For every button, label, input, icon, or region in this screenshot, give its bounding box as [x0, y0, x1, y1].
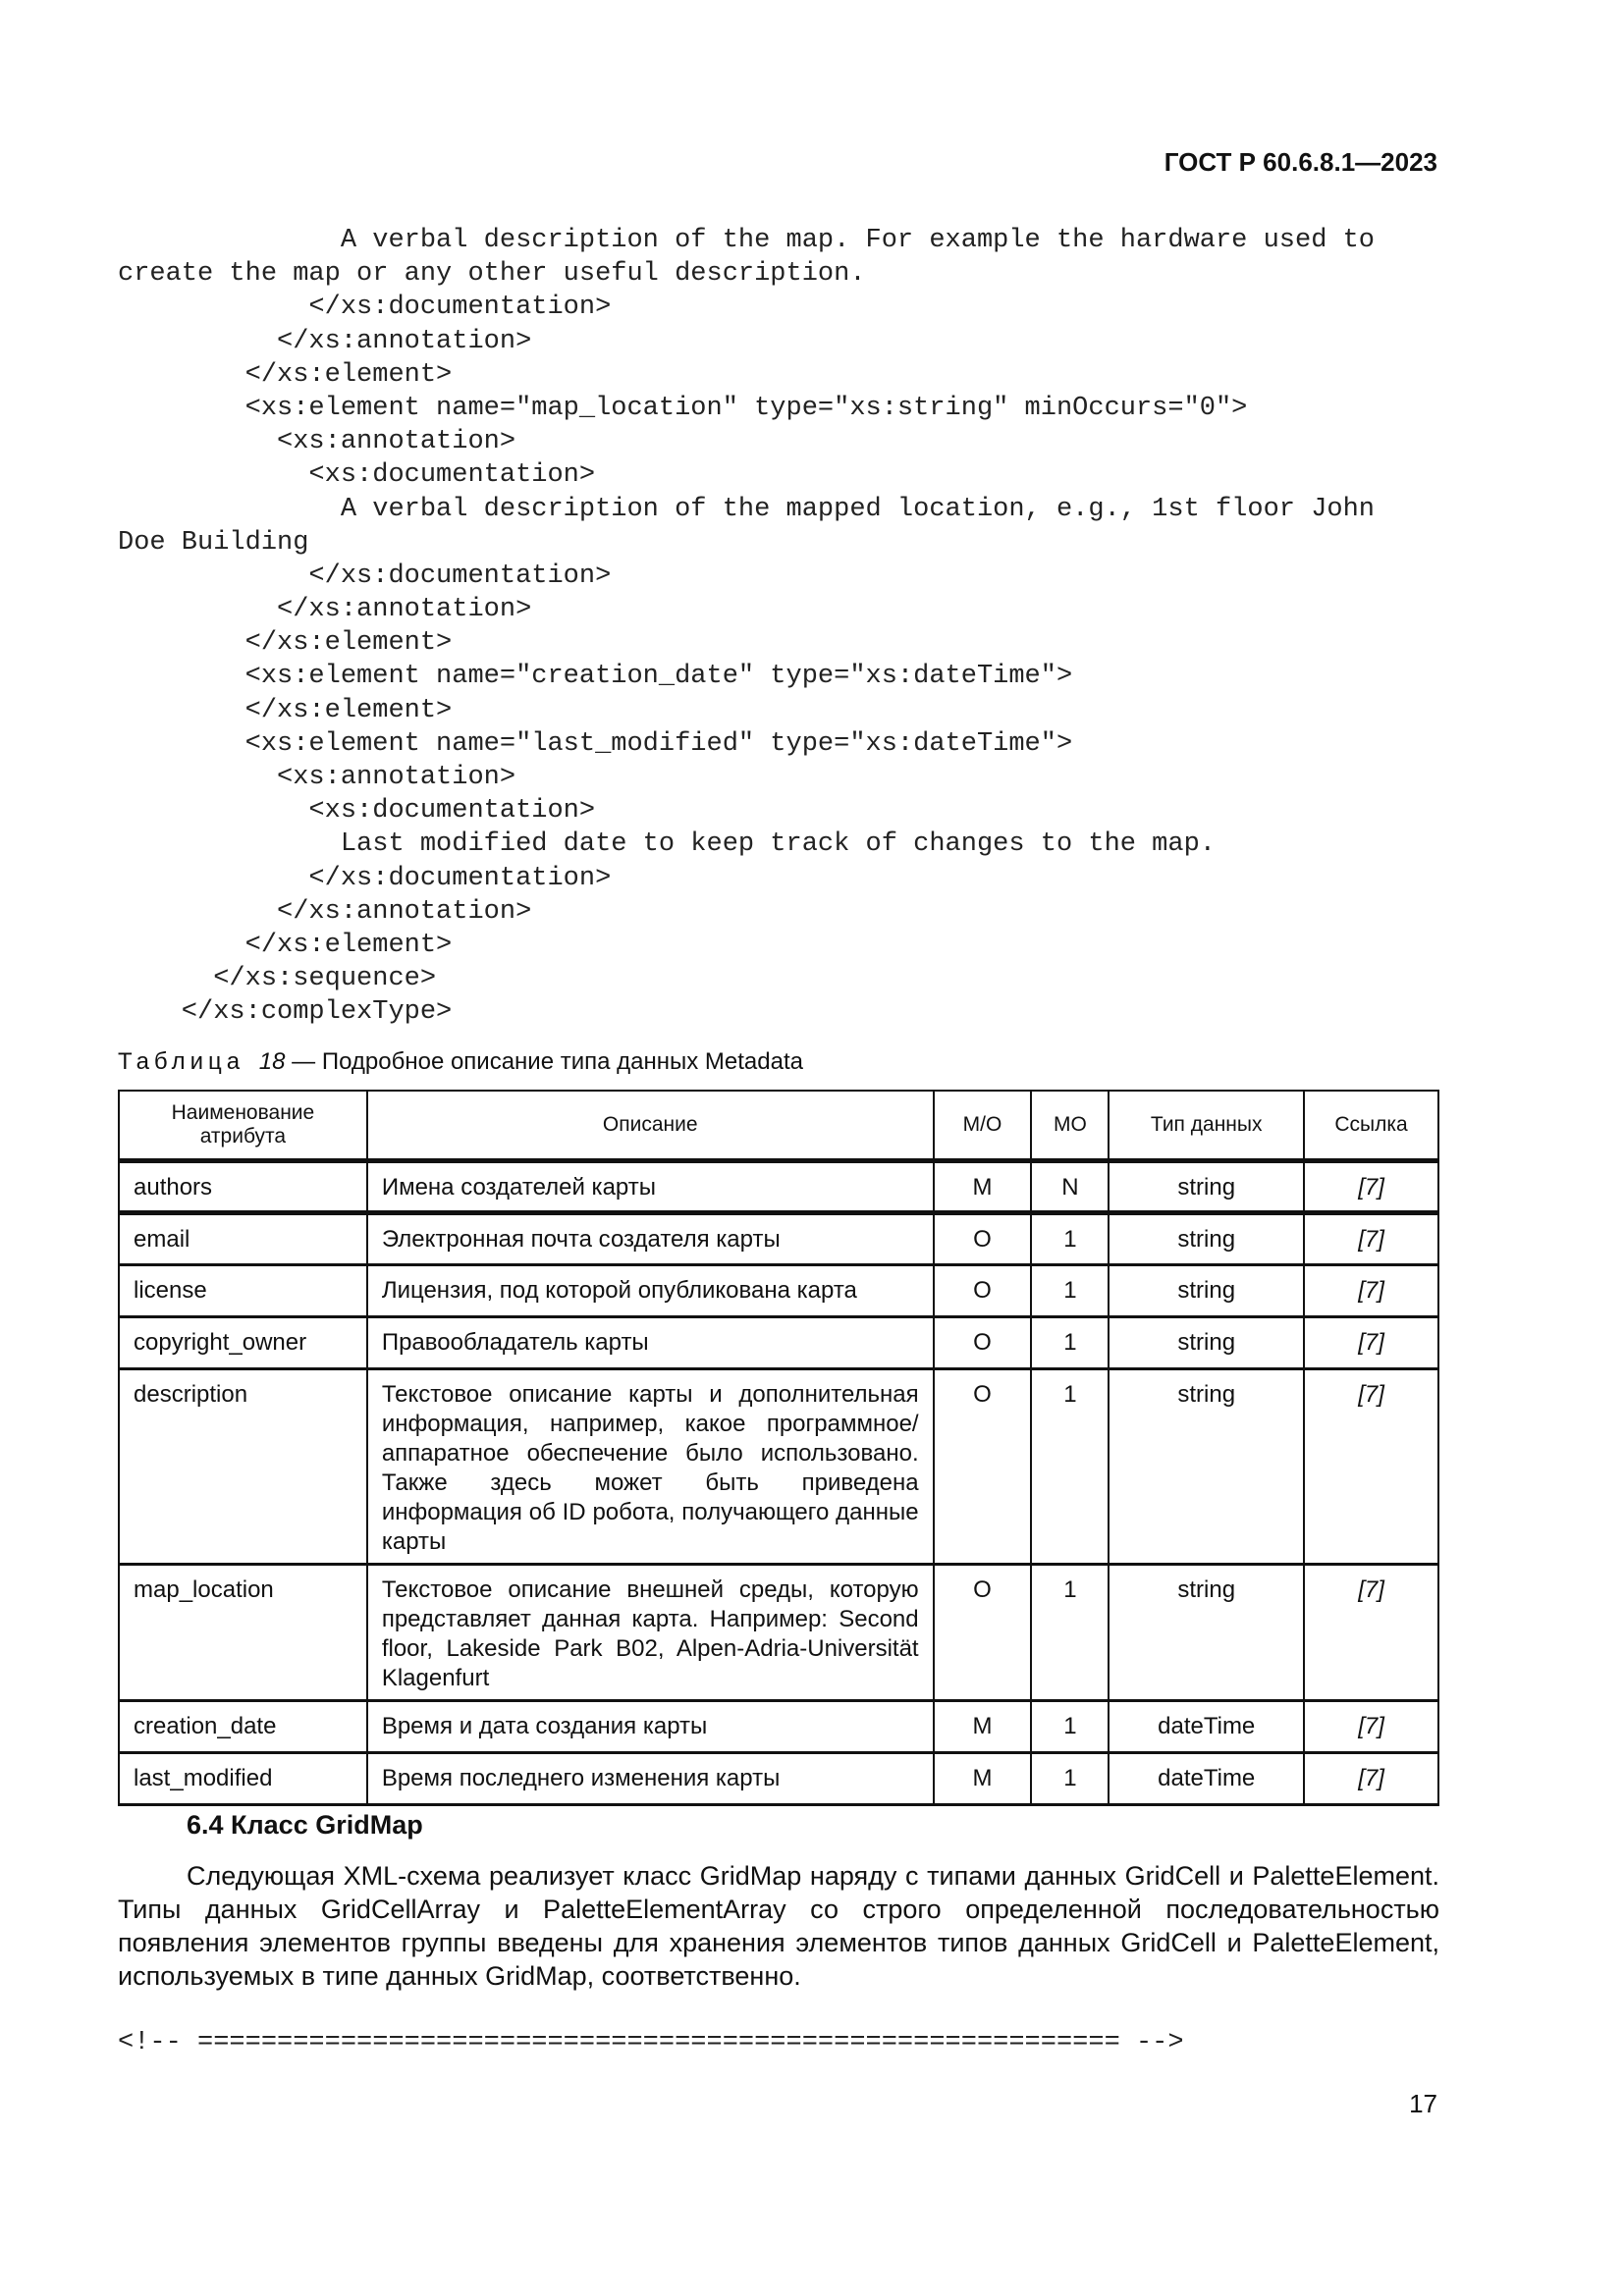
multiplicity-cell: 1	[1031, 1213, 1109, 1265]
code-line: </xs:documentation>	[118, 293, 612, 323]
data-type-cell: dateTime	[1109, 1701, 1304, 1753]
header-multiplicity: МО	[1031, 1091, 1109, 1161]
table-body	[119, 1161, 1438, 1805]
data-type-cell: string	[1109, 1161, 1304, 1213]
attribute-name-cell: last_modified	[119, 1753, 367, 1805]
mo-cell: M	[934, 1753, 1032, 1805]
document-header: ГОСТ Р 60.6.8.1—2023	[1164, 147, 1437, 177]
table-caption-label: Таблица	[118, 1048, 245, 1075]
code-line: </xs:sequence>	[118, 964, 437, 994]
attribute-name-cell: license	[119, 1265, 367, 1317]
mo-cell: M	[934, 1161, 1032, 1213]
data-type-cell: string	[1109, 1369, 1304, 1565]
multiplicity-cell: 1	[1031, 1565, 1109, 1701]
table-row	[119, 1369, 1438, 1565]
description-cell: Время последнего изменения карты	[367, 1753, 934, 1805]
code-line: <xs:documentation>	[118, 460, 596, 491]
mo-cell: O	[934, 1369, 1032, 1565]
data-type-cell: dateTime	[1109, 1753, 1304, 1805]
code-line: </xs:complexType>	[118, 997, 453, 1028]
code-line: <xs:documentation>	[118, 796, 596, 827]
code-line: </xs:element>	[118, 359, 453, 390]
header-description: Описание	[367, 1091, 934, 1161]
code-line: <xs:annotation>	[118, 763, 516, 792]
code-line: </xs:element>	[118, 695, 453, 725]
code-line: </xs:annotation>	[118, 595, 532, 625]
table-row	[119, 1565, 1438, 1701]
mo-cell: O	[934, 1213, 1032, 1265]
metadata-table	[118, 1090, 1439, 1806]
code-line: Doe Building	[118, 527, 309, 558]
description-cell: Лицензия, под которой опубликована карта	[367, 1265, 934, 1317]
mo-cell: O	[934, 1565, 1032, 1701]
code-line: </xs:documentation>	[118, 863, 612, 893]
reference-cell: [7]	[1304, 1213, 1438, 1265]
data-type-cell: string	[1109, 1565, 1304, 1701]
code-line: </xs:documentation>	[118, 561, 612, 591]
code-line: Last modified date to keep track of changes to the map.	[118, 829, 1216, 860]
description-cell: Текстовое описание карты и дополнительная информация, например, какое программное/аппаратное обеспечение было использовано. Также здесь может быть приведена информация об ID робота, получающего данные карты	[367, 1369, 934, 1565]
header-reference: Ссылка	[1304, 1091, 1438, 1161]
header-mo: М/О	[934, 1091, 1032, 1161]
section-paragraph: Следующая XML-схема реализует класс GridMap наряду с типами данных GridCell и PaletteElement. Типы данных GridCellArray и PaletteElementArray со строго определенной последовательностью появления элементов группы введены для хранения элементов типов данных GridCell и PaletteElement, используемых в типе данных GridMap, соответственно.	[118, 1861, 1439, 1991]
table-caption-text: — Подробное описание типа данных Metadata	[292, 1048, 803, 1075]
xml-code-block	[118, 224, 1492, 1030]
reference-cell: [7]	[1304, 1753, 1438, 1805]
multiplicity-cell: 1	[1031, 1369, 1109, 1565]
mo-cell: O	[934, 1265, 1032, 1317]
section-title: 6.4 Класс GridMap	[187, 1810, 423, 1840]
header-data-type: Тип данных	[1109, 1091, 1304, 1161]
code-line: </xs:annotation>	[118, 326, 532, 356]
mo-cell: M	[934, 1701, 1032, 1753]
mo-cell: O	[934, 1317, 1032, 1369]
code-line: <xs:element name="map_location" type="xs:string" minOccurs="0">	[118, 393, 1248, 423]
attribute-name-cell: description	[119, 1369, 367, 1565]
data-type-cell: string	[1109, 1317, 1304, 1369]
attribute-name-cell: email	[119, 1213, 367, 1265]
reference-cell: [7]	[1304, 1265, 1438, 1317]
reference-cell: [7]	[1304, 1565, 1438, 1701]
multiplicity-cell: 1	[1031, 1701, 1109, 1753]
description-cell: Электронная почта создателя карты	[367, 1213, 934, 1265]
multiplicity-cell: N	[1031, 1161, 1109, 1213]
code-line: <xs:element name="creation_date" type="xs:dateTime">	[118, 662, 1073, 692]
code-line: </xs:annotation>	[118, 896, 532, 927]
xml-comment-line: <!-- ========================================================== -->	[118, 2028, 1184, 2057]
code-line: create the map or any other useful description.	[118, 259, 866, 290]
attribute-name-cell: map_location	[119, 1565, 367, 1701]
code-line: A verbal description of the mapped location, e.g., 1st floor John	[118, 494, 1376, 524]
attribute-name-cell: authors	[119, 1161, 367, 1213]
code-line: </xs:element>	[118, 930, 453, 960]
description-cell: Время и дата создания карты	[367, 1701, 934, 1753]
multiplicity-cell: 1	[1031, 1317, 1109, 1369]
code-line: </xs:element>	[118, 628, 453, 659]
table-row	[119, 1317, 1438, 1369]
attribute-name-cell: copyright_owner	[119, 1317, 367, 1369]
table-row	[119, 1701, 1438, 1753]
header-attribute-name: Наименование атрибута	[119, 1091, 367, 1161]
reference-cell: [7]	[1304, 1369, 1438, 1565]
code-line: <xs:element name="last_modified" type="xs:dateTime">	[118, 728, 1073, 759]
reference-cell: [7]	[1304, 1317, 1438, 1369]
description-cell: Правообладатель карты	[367, 1317, 934, 1369]
table-row	[119, 1161, 1438, 1213]
table-row	[119, 1213, 1438, 1265]
multiplicity-cell: 1	[1031, 1265, 1109, 1317]
table-row	[119, 1265, 1438, 1317]
data-type-cell: string	[1109, 1265, 1304, 1317]
attribute-name-cell: creation_date	[119, 1701, 367, 1753]
reference-cell: [7]	[1304, 1161, 1438, 1213]
table-row	[119, 1753, 1438, 1805]
code-line: A verbal description of the map. For example the hardware used to	[118, 226, 1376, 255]
multiplicity-cell: 1	[1031, 1753, 1109, 1805]
table-header-row	[119, 1091, 1438, 1161]
table-caption-number: 18	[258, 1048, 286, 1075]
page-number: 17	[1409, 2089, 1437, 2118]
description-cell: Имена создателей карты	[367, 1161, 934, 1213]
description-cell: Текстовое описание внешней среды, которую представляет данная карта. Например: Second floor, Lakeside Park B02, Alpen-Adria-Universität Klagenfurt	[367, 1565, 934, 1701]
data-type-cell: string	[1109, 1213, 1304, 1265]
code-line: <xs:annotation>	[118, 427, 516, 457]
reference-cell: [7]	[1304, 1701, 1438, 1753]
table-caption	[118, 1048, 803, 1076]
